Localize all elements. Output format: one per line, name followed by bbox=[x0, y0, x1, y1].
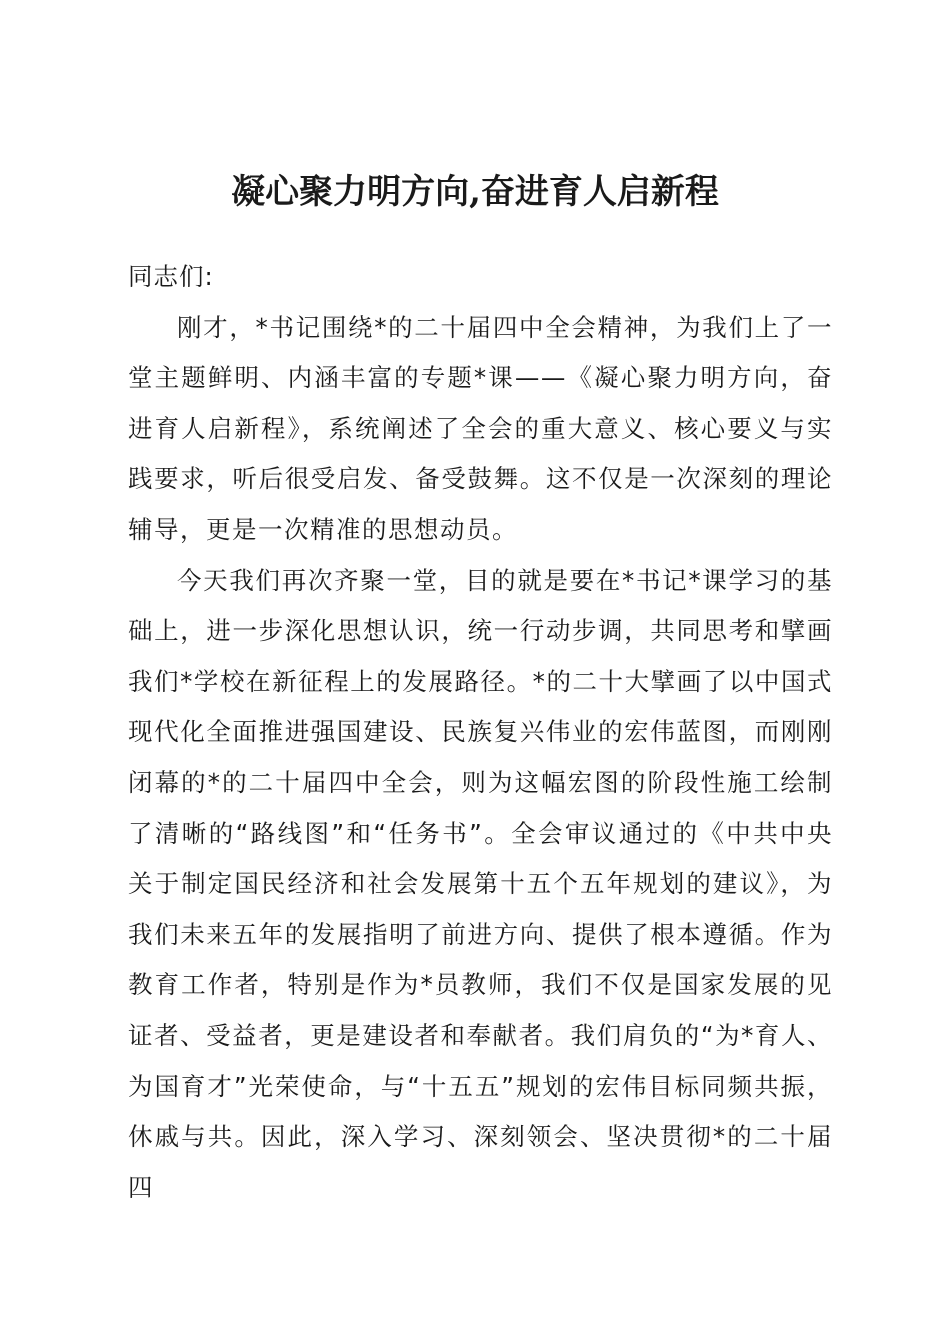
paragraph-2: 今天我们再次齐聚一堂，目的就是要在*书记*课学习的基础上，进一步深化思想认识，统一行动步调，共同思考和擘画我们*学校在新征程上的发展路径。*的二十大擘画了以中国式现代化全面推进强国建设、民族复兴伟业的宏伟蓝图，而刚刚闭幕的*的二十届四中全会，则为这幅宏图的阶段性施工绘制了清晰的“路线图”和“任务书”。全会审议通过的《中共中央关于制定国民经济和社会发展第十五个五年规划的建议》，为我们未来五年的发展指明了前进方向、提供了根本遵循。作为教育工作者，特别是作为*员教师，我们不仅是国家发展的见证者、受益者，更是建设者和奉献者。我们肩负的“为*育人、为国育才”光荣使命，与“十五五”规划的宏伟目标同频共振，休戚与共。因此，深入学习、深刻领会、坚决贯彻*的二十届四 bbox=[128, 565, 833, 1202]
paragraph-1: 刚才，*书记围绕*的二十届四中全会精神，为我们上了一堂主题鲜明、内涵丰富的专题*课——《凝心聚力明方向，奋进育人启新程》，系统阐述了全会的重大意义、核心要义与实践要求，听后很受启发、备受鼓舞。这不仅是一次深刻的理论辅导，更是一次精准的思想动员。 bbox=[128, 312, 833, 544]
document-title: 凝心聚力明方向,奋进育人启新程 bbox=[231, 172, 719, 212]
document-body bbox=[128, 252, 833, 1213]
greeting: 同志们: bbox=[128, 262, 214, 291]
